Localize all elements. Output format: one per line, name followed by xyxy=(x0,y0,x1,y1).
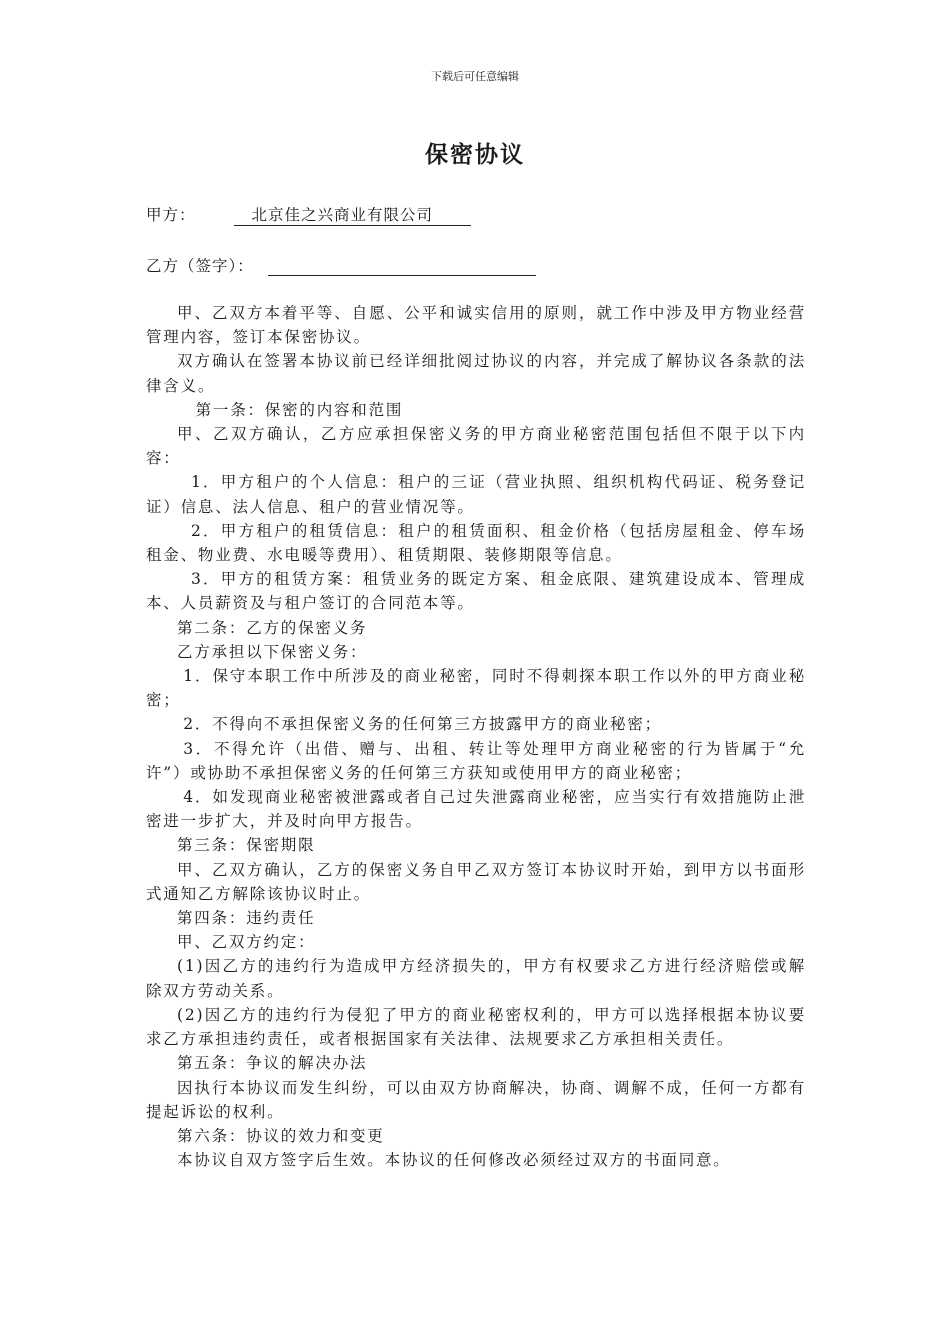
list-item: 1．甲方租户的个人信息：租户的三证（营业执照、组织机构代码证、税务登记证）信息、法人信息、租户的营业情况等。 xyxy=(146,473,806,516)
list-item: (2)因乙方的违约行为侵犯了甲方的商业秘密权利的，甲方可以选择根据本协议要求乙方承担违约责任，或者根据国家有关法律、法规要求乙方承担相关责任。 xyxy=(146,1005,806,1049)
article-heading: 第一条：保密的内容和范围 xyxy=(195,400,404,419)
party-a-line xyxy=(146,203,471,226)
article-heading: 第四条：违约责任 xyxy=(177,909,316,928)
list-item: 4．如发现商业秘密被泄露或者自己过失泄露商业秘密，应当实行有效措施防止泄密进一步扩大，并及时向甲方报告。 xyxy=(146,788,806,831)
list-item: 3．甲方的租赁方案：租赁业务的既定方案、租金底限、建筑建设成本、管理成本、人员薪资及与租户签订的合同范本等。 xyxy=(146,570,806,613)
party-a-label: 甲方： xyxy=(146,206,196,224)
paragraph: 本协议自双方签字后生效。本协议的任何修改必须经过双方的书面同意。 xyxy=(177,1151,731,1170)
list-item: 3．不得允许（出借、赠与、出租、转让等处理甲方商业秘密的行为皆属于“允许”）或协助不承担保密义务的任何第三方获知或使用甲方的商业秘密； xyxy=(146,739,806,782)
article-heading: 第五条：争议的解决办法 xyxy=(177,1054,368,1073)
article-heading: 第六条：协议的效力和变更 xyxy=(177,1126,385,1145)
document-title: 保密协议 xyxy=(425,141,525,168)
paragraph: 甲、乙双方确认，乙方应承担保密义务的甲方商业秘密范围包括但不限于以下内容： xyxy=(146,425,806,468)
list-item: 1．保守本职工作中所涉及的商业秘密，同时不得刺探本职工作以外的甲方商业秘密； xyxy=(146,667,806,710)
article-heading: 第三条：保密期限 xyxy=(177,836,316,855)
paragraph: 甲、乙双方本着平等、自愿、公平和诚实信用的原则，就工作中涉及甲方物业经营管理内容，签订本保密协议。 xyxy=(146,304,806,347)
signature-blank xyxy=(268,257,536,276)
paragraph: 乙方承担以下保密义务： xyxy=(177,642,368,661)
paragraph: 因执行本协议而发生纠纷，可以由双方协商解决，协商、调解不成，任何一方都有提起诉讼的权利。 xyxy=(146,1078,806,1121)
paragraph: 双方确认在签署本协议前已经详细批阅过协议的内容，并完成了解协议各条款的法律含义。 xyxy=(146,352,806,395)
agreement-body xyxy=(146,301,806,1172)
paragraph: 甲、乙双方约定： xyxy=(177,933,316,952)
list-item: 2．不得向不承担保密义务的任何第三方披露甲方的商业秘密； xyxy=(183,715,662,734)
list-item: 2．甲方租户的租赁信息：租户的租赁面积、租金价格（包括房屋租金、停车场租金、物业费、水电暖等费用）、租赁期限、装修期限等信息。 xyxy=(146,521,806,565)
party-a-company: 北京佳之兴商业有限公司 xyxy=(234,205,472,226)
party-b-label: 乙方（签字）： xyxy=(146,257,254,275)
paragraph: 甲、乙双方确认，乙方的保密义务自甲乙双方签订本协议时开始，到甲方以书面形式通知乙方解除该协议时止。 xyxy=(146,860,806,903)
article-heading: 第二条：乙方的保密义务 xyxy=(177,618,368,637)
header-note: 下载后可任意编辑 xyxy=(431,70,519,83)
list-item: (1)因乙方的违约行为造成甲方经济损失的，甲方有权要求乙方进行经济赔偿或解除双方劳动关系。 xyxy=(146,957,806,1000)
party-b-line xyxy=(146,254,536,276)
